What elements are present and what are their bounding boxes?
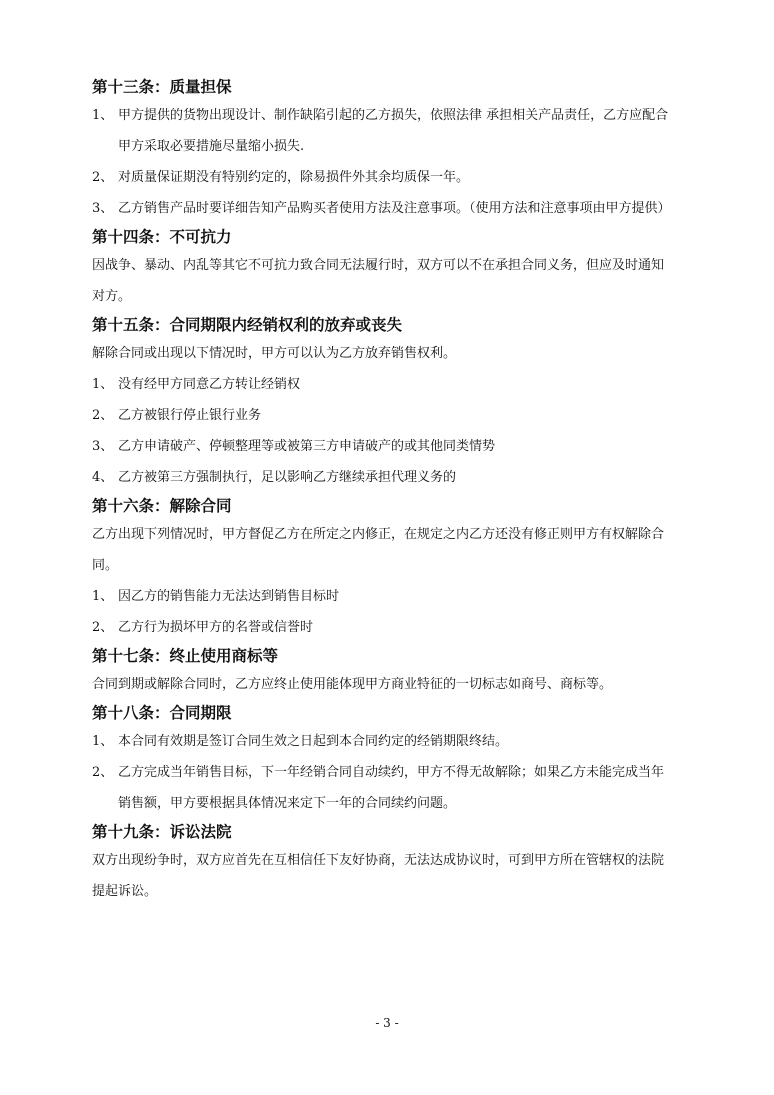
item-number: 1、 [92, 377, 114, 392]
section-heading: 第十四条：不可抗力 [92, 227, 232, 246]
item-text: 乙方完成当年销售目标，下一年经销合同自动续约，甲方不得无故解除；如果乙方未能完成当年 [118, 765, 665, 780]
item-number: 3、 [92, 439, 114, 454]
section-16 [92, 493, 692, 643]
section-17 [92, 643, 692, 700]
item-number: 2、 [92, 765, 114, 780]
item-text: 甲方采取必要措施尽量缩小损失. [118, 139, 305, 154]
item-text: 乙方申请破产、停顿整理等或被第三方申请破产的或其他同类情势 [118, 439, 496, 454]
section-14 [92, 224, 692, 312]
item-number: 1、 [92, 734, 114, 749]
section-heading: 第十三条：质量担保 [92, 77, 232, 96]
paragraph-line: 合同到期或解除合同时，乙方应终止使用能体现甲方商业特征的一切标志如商号、商标等。 [92, 677, 613, 692]
paragraph-line: 同。 [92, 558, 119, 573]
item-text: 乙方行为损坏甲方的名誉或信誉时 [118, 620, 314, 635]
section-heading: 第十七条：终止使用商标等 [92, 646, 279, 665]
paragraph-line: 对方。 [92, 289, 132, 304]
item-text: 乙方被银行停止银行业务 [118, 408, 262, 423]
section-heading: 第十五条：合同期限内经销权利的放弃或丧失 [92, 315, 403, 334]
paragraph-line: 提起诉讼。 [92, 884, 158, 899]
section-18 [92, 700, 692, 819]
section-heading: 第十九条：诉讼法院 [92, 822, 232, 841]
item-number: 2、 [92, 408, 114, 423]
item-text: 销售额，甲方要根据具体情况来定下一年的合同续约问题。 [118, 796, 457, 811]
list-item [92, 612, 692, 643]
list-item [92, 193, 692, 224]
paragraph-line: 解除合同或出现以下情况时，甲方可以认为乙方放弃销售权利。 [92, 346, 457, 361]
list-item [92, 400, 692, 431]
list-item [92, 462, 692, 493]
list-item [92, 369, 692, 400]
list-item [92, 431, 692, 462]
item-text: 对质量保证期没有特别约定的，除易损件外其余均质保一年。 [118, 170, 470, 185]
item-number: 4、 [92, 470, 114, 485]
list-item-continuation [92, 788, 692, 819]
paragraph-line: 因战争、暴动、内乱等其它不可抗力致合同无法履行时，双方可以不在承担合同义务，但应及时通知 [92, 258, 665, 273]
item-number: 3、 [92, 201, 114, 216]
paragraph-line: 双方出现纷争时，双方应首先在互相信任下友好协商，无法达成协议时，可到甲方所在管辖权的法院 [92, 853, 665, 868]
item-text: 乙方销售产品时要详细告知产品购买者使用方法及注意事项。（使用方法和注意事项由甲方提供） [118, 201, 671, 216]
list-item [92, 726, 692, 757]
item-text: 本合同有效期是签订合同生效之日起到本合同约定的经销期限终结。 [118, 734, 509, 749]
item-number: 2、 [92, 170, 114, 185]
list-item [92, 581, 692, 612]
paragraph-line: 乙方出现下列情况时，甲方督促乙方在所定之内修正，在规定之内乙方还没有修正则甲方有权解除合 [92, 527, 665, 542]
item-number: 1、 [92, 108, 114, 123]
list-item [92, 100, 692, 131]
section-13 [92, 74, 692, 224]
list-item [92, 757, 692, 788]
item-number: 2、 [92, 620, 114, 635]
page-number: - 3 - [375, 1016, 399, 1030]
section-heading: 第十六条：解除合同 [92, 496, 232, 515]
document-body [92, 74, 692, 907]
item-text: 因乙方的销售能力无法达到销售目标时 [118, 589, 340, 604]
item-number: 1、 [92, 589, 114, 604]
item-text: 没有经甲方同意乙方转让经销权 [118, 377, 301, 392]
section-15 [92, 312, 692, 493]
section-heading: 第十八条：合同期限 [92, 703, 232, 722]
section-19 [92, 819, 692, 907]
list-item [92, 162, 692, 193]
list-item-continuation [92, 131, 692, 162]
item-text: 乙方被第三方强制执行，足以影响乙方继续承担代理义务的 [118, 470, 457, 485]
item-text: 甲方提供的货物出现设计、制作缺陷引起的乙方损失，依照法律 承担相关产品责任，乙方应配合 [118, 108, 669, 123]
